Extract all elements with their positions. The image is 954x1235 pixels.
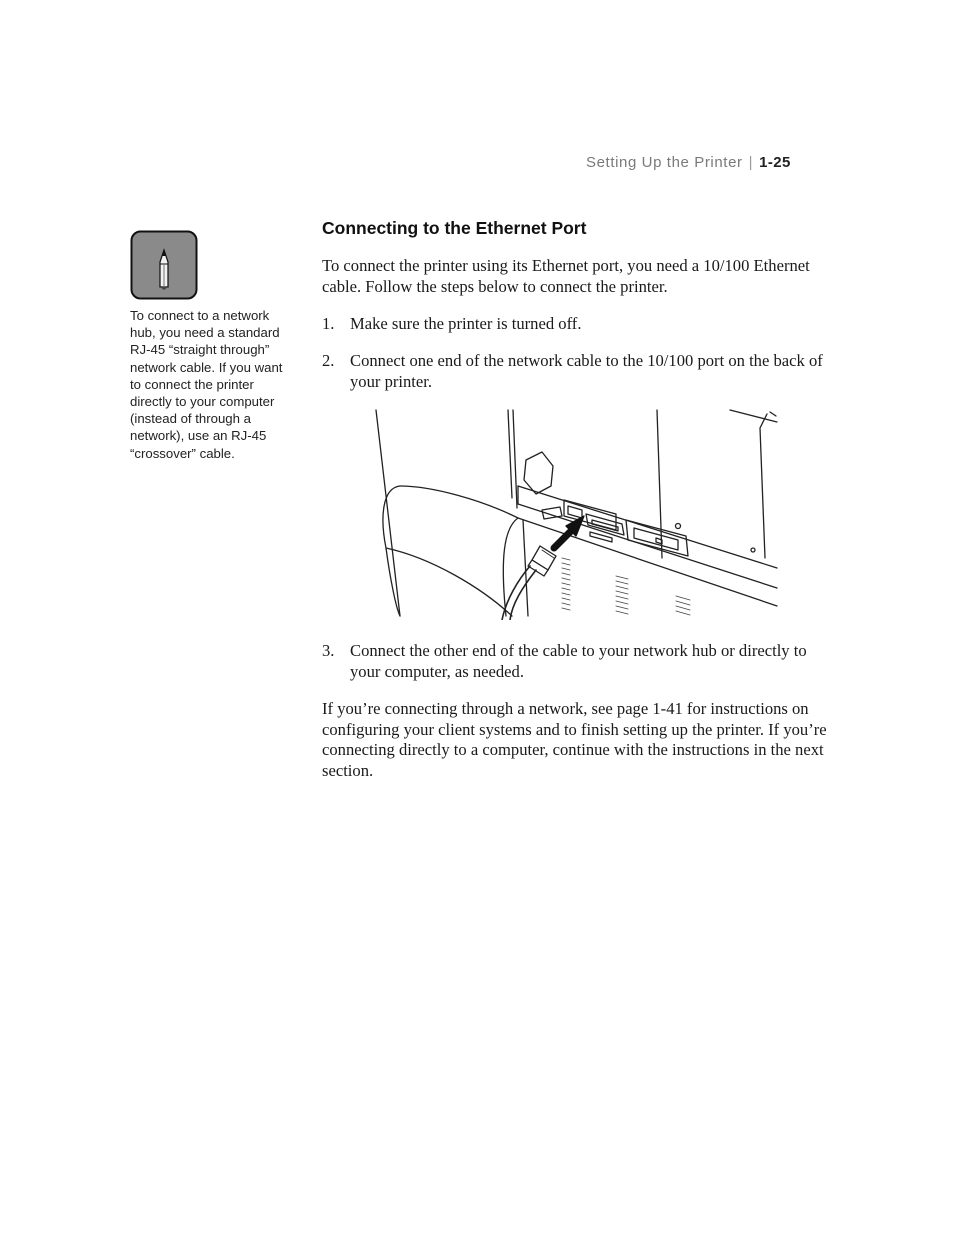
step-item [322,351,832,392]
step-item [322,641,832,682]
step-text: Connect one end of the network cable to the 10/100 port on the back of your printer. [350,351,823,391]
intro-paragraph: To connect the printer using its Ethernet port, you need a 10/100 Ethernet cable. Follow the steps below to connect the printer. [322,256,810,296]
step-number: 3. [322,641,335,660]
step-text: Connect the other end of the cable to your network hub or directly to your computer, as needed. [350,641,807,681]
section-heading: Connecting to the Ethernet Port [322,218,587,238]
step-number: 1. [322,314,335,333]
page-number: 1-25 [759,154,791,171]
step-text: Make sure the printer is turned off. [350,314,582,333]
pencil-note-icon [130,230,198,300]
step-number: 2. [322,351,335,370]
margin-note: To connect to a network hub, you need a standard RJ-45 “straight through” network cable. If you want to connect the printer directly to your computer (instead of through a network), use an RJ-45 “crossover” cable. [130,308,283,461]
running-header [586,154,828,171]
header-separator: | [748,154,754,171]
ethernet-cable-printer-illustration [372,408,780,620]
closing-paragraph: If you’re connecting through a network, see page 1-41 for instructions on configuring your client systems and to finish setting up the printer. If you’re connecting directly to a computer, continue with the instructions in the next section. [322,699,827,780]
header-section-title: Setting Up the Printer [586,154,743,171]
step-item [322,314,832,335]
